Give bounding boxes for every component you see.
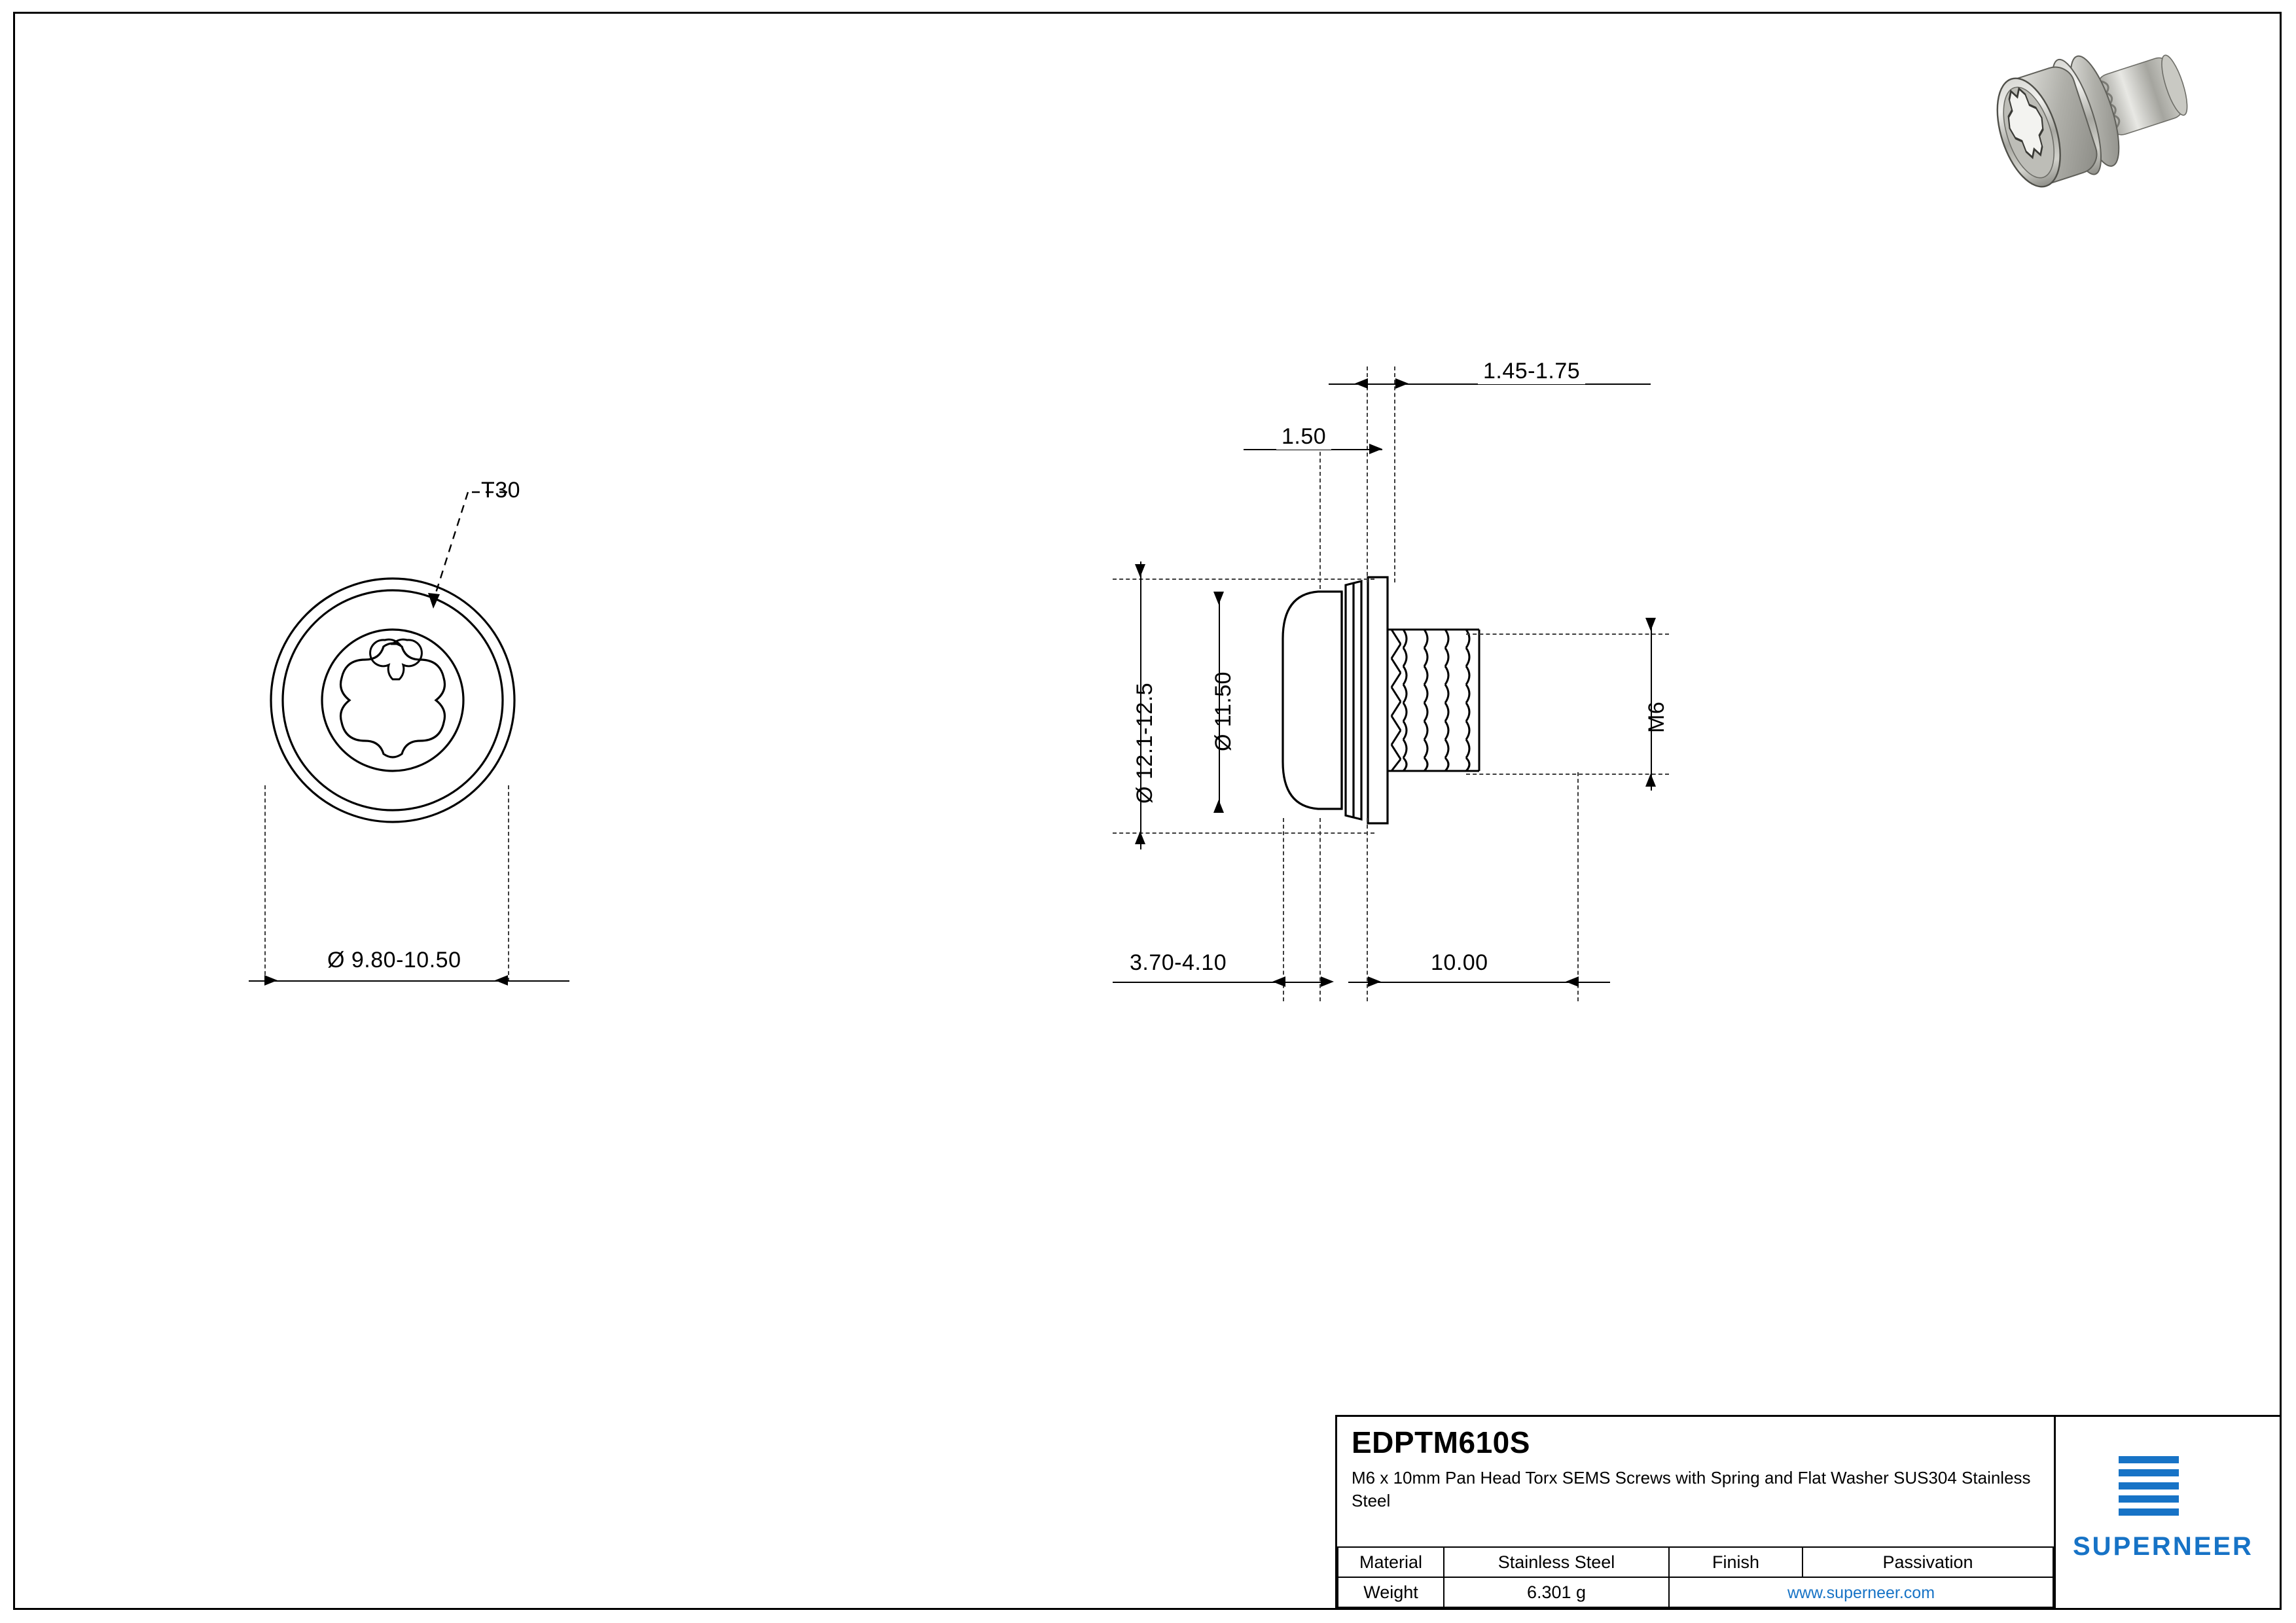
shank-ext-right	[1577, 772, 1579, 1001]
flat-washer-ext-left	[1319, 432, 1321, 589]
finish-value: Passivation	[1803, 1547, 2053, 1577]
dim-arrow	[1395, 378, 1408, 389]
weight-value: 6.301 g	[1444, 1577, 1669, 1607]
head-diameter-label: Ø 11.50	[1211, 671, 1236, 751]
dim-arrow	[1272, 976, 1285, 987]
material-value: Stainless Steel	[1444, 1547, 1669, 1577]
spring-washer-ext-right	[1394, 366, 1395, 582]
spring-washer-ext-left	[1367, 366, 1368, 582]
side-view-drawing	[1263, 576, 1604, 825]
dim-arrow	[1566, 976, 1579, 987]
head-len-ext-left	[1283, 818, 1284, 1001]
front-diameter-label: Ø 9.80-10.50	[322, 948, 466, 973]
thread-length-label: 10.00	[1426, 950, 1494, 976]
thread-ext-bottom	[1466, 774, 1669, 775]
part-description: M6 x 10mm Pan Head Torx SEMS Screws with Spring and Flat Washer SUS304 Stainless Steel	[1352, 1468, 2031, 1510]
dim-arrow	[1355, 378, 1368, 389]
drive-leader-line	[406, 471, 511, 622]
title-block-left	[1337, 1417, 2056, 1608]
dim-arrow	[1369, 444, 1382, 454]
head-height-dim-line	[1113, 982, 1329, 983]
dim-arrow	[1645, 774, 1656, 787]
dim-arrow	[495, 975, 508, 986]
dim-arrow	[1135, 564, 1145, 577]
brand-block	[2056, 1417, 2280, 1608]
dim-arrow	[1213, 800, 1224, 813]
finish-label: Finish	[1669, 1547, 1803, 1577]
flat-washer-thickness-label: 1.50	[1276, 424, 1331, 450]
table-row	[1338, 1577, 2053, 1607]
website-link[interactable]: www.superneer.com	[1787, 1583, 1935, 1602]
table-row	[1338, 1547, 2053, 1577]
front-view-ext-left	[264, 785, 266, 982]
washer-od-ext-top	[1113, 579, 1374, 580]
thread-size-label: M6	[1644, 701, 1669, 733]
dim-arrow	[1645, 618, 1656, 631]
brand-name: SUPERNEER	[2073, 1532, 2253, 1561]
shank-ext-left	[1367, 818, 1368, 1001]
spring-washer-thickness-label: 1.45-1.75	[1478, 359, 1585, 384]
washer-od-ext-bottom	[1113, 832, 1374, 834]
front-view-ext-right	[508, 785, 509, 982]
weight-label: Weight	[1338, 1577, 1444, 1607]
dim-arrow	[1321, 976, 1334, 987]
material-label: Material	[1338, 1547, 1444, 1577]
dim-arrow	[1368, 976, 1381, 987]
thread-ext-top	[1466, 633, 1669, 635]
website-cell[interactable]	[1669, 1577, 2053, 1607]
dim-arrow	[264, 975, 278, 986]
part-number: EDPTM610S	[1352, 1425, 1530, 1459]
front-diameter-dim-line	[249, 980, 569, 982]
superneer-logo-icon	[2119, 1456, 2179, 1516]
title-block	[1335, 1415, 2282, 1610]
dim-arrow	[1135, 831, 1145, 844]
spec-table	[1337, 1546, 2054, 1608]
head-len-ext-right	[1319, 818, 1321, 1001]
product-3d-render	[1990, 33, 2251, 262]
head-height-label: 3.70-4.10	[1124, 950, 1232, 976]
drive-size-label: T30	[481, 478, 521, 503]
dim-arrow	[1213, 592, 1224, 605]
washer-od-label: Ø 12.1-12.5	[1132, 682, 1157, 804]
